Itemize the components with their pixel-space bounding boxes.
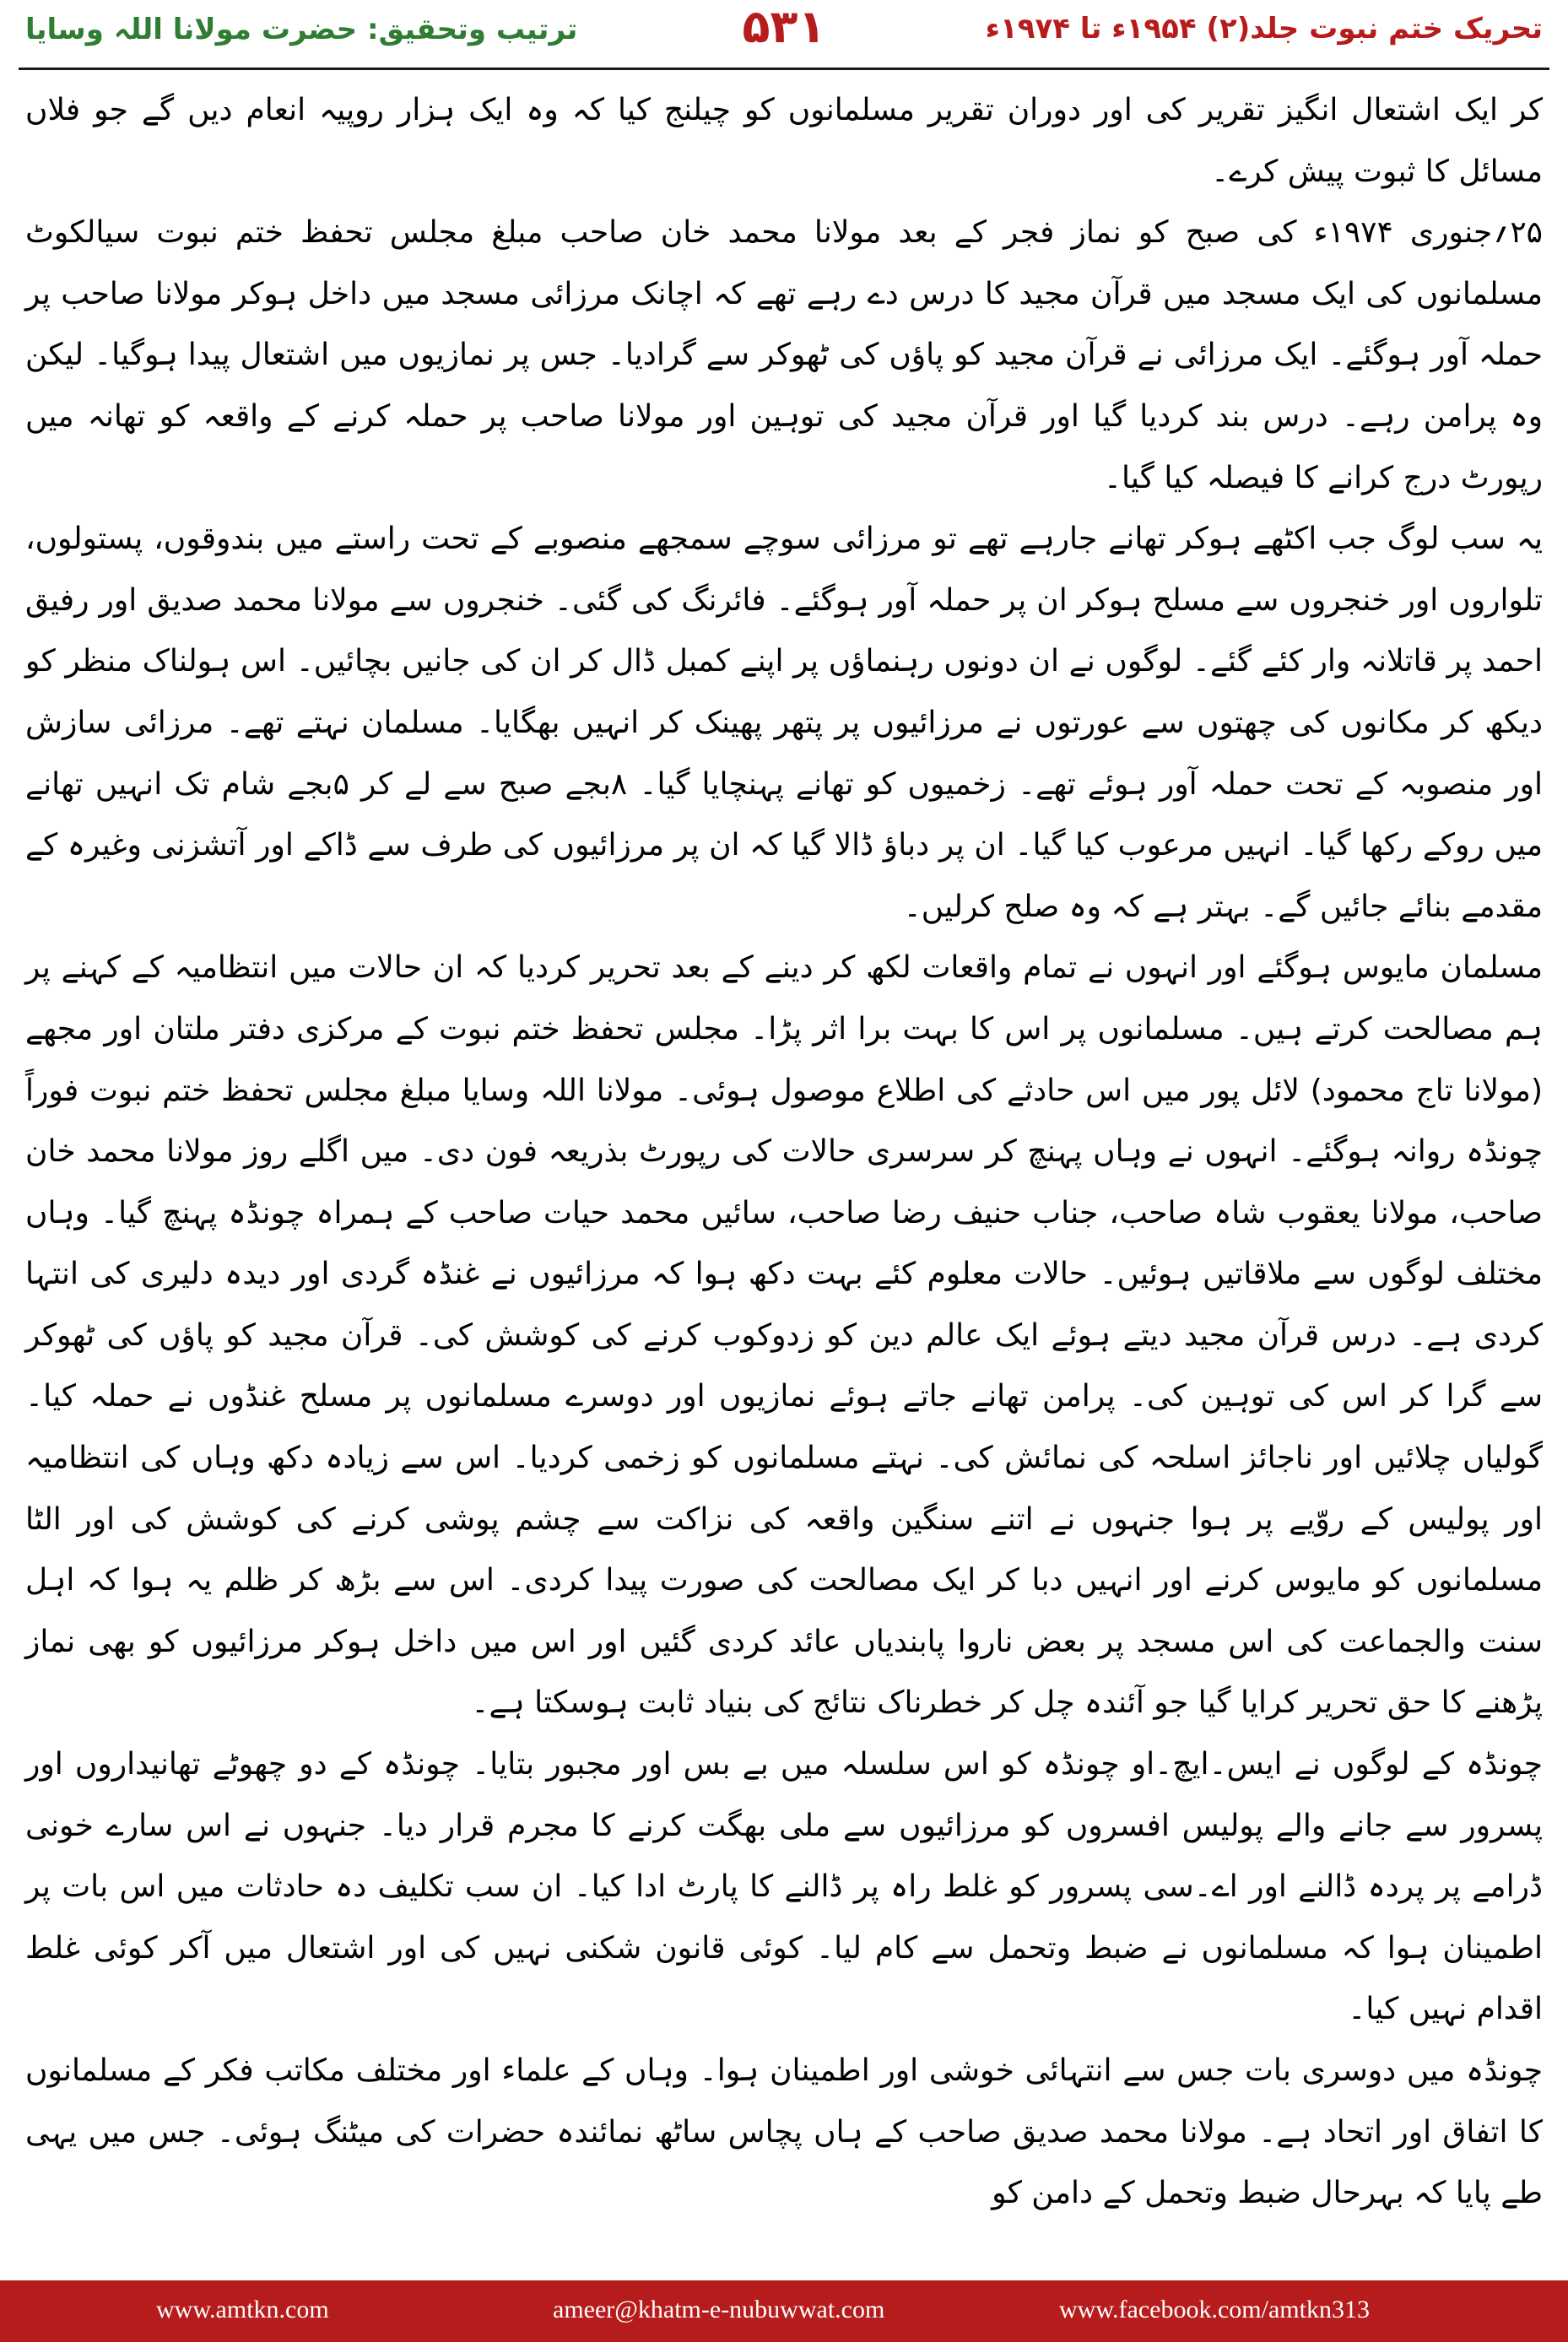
header-divider — [19, 68, 1549, 70]
page-body — [25, 80, 1543, 2258]
page-footer — [0, 2280, 1568, 2342]
paragraph: چونڈہ میں دوسری بات جس سے انتہائی خوشی اور اطمینان ہوا۔ وہاں کے علماء اور مختلف مکاتب فکر کے مسلمانوں کا اتفاق اور اتحاد ہے۔ مولانا محمد صدیق صاحب کے ہاں پچاس ساٹھ نمائندہ حضرات کی میٹنگ ہوئی۔ جس میں یہی طے پایا کہ بہرحال ضبط وتحمل کے دامن کو — [25, 2053, 1543, 2211]
paragraph: چونڈہ کے لوگوں نے ایس۔ایچ۔او چونڈہ کو اس سلسلہ میں بے بس اور مجبور بتایا۔ چونڈہ کے دو چھوٹے تھانیداروں اور پسرور سے جانے والے پولیس افسروں کو مرزائیوں سے ملی بھگت کرنے کا مجرم قرار دیا۔ جنہوں نے اس سارے خونی ڈرامے پر پردہ ڈالنے اور اے۔سی پسرور کو غلط راہ پر ڈالنے کا پارٹ ادا کیا۔ ان سب تکلیف دہ حادثات میں اس بات پر اطمینان ہوا کہ مسلمانوں نے ضبط وتحمل سے کام لیا۔ کوئی قانون شکنی نہیں کی اور اشتعال میں آکر کوئی غلط اقدام نہیں کیا۔ — [25, 1747, 1543, 2027]
paragraph: مسلمان مایوس ہوگئے اور انہوں نے تمام واقعات لکھ کر دینے کے بعد تحریر کردیا کہ ان حالات میں انتظامیہ کے کہنے پر ہم مصالحت کرتے ہیں۔ مسلمانوں پر اس کا بہت برا اثر پڑا۔ مجلس تحفظ ختم نبوت کے مرکزی دفتر ملتان اور مجھے (مولانا تاج محمود) لائل پور میں اس حادثے کی اطلاع موصول ہوئی۔ مولانا اللہ وسایا مبلغ مجلس تحفظ ختم نبوت فوراً چونڈہ روانہ ہوگئے۔ انہوں نے وہاں پہنچ کر سرسری حالات کی رپورٹ بذریعہ فون دی۔ میں اگلے روز مولانا محمد خان صاحب، مولانا یعقوب شاہ صاحب، جناب حنیف رضا صاحب، سائیں محمد حیات صاحب کے ہمراہ چونڈہ پہنچ گیا۔ وہاں مختلف لوگوں سے ملاقاتیں ہوئیں۔ حالات معلوم کئے بہت دکھ ہوا کہ مرزائیوں نے غنڈہ گردی اور دیدہ دلیری کی انتہا کردی ہے۔ درس قرآن مجید دیتے ہوئے ایک عالم دین کو زدوکوب کرنے کی کوشش کی۔ قرآن مجید کو پاؤں کی ٹھوکر سے گرا کر اس کی توہین کی۔ پرامن تھانے جاتے ہوئے نمازیوں اور دوسرے مسلمانوں پر مسلح غنڈوں نے حملہ کیا۔ گولیاں چلائیں اور ناجائز اسلحہ کی نمائش کی۔ نہتے مسلمانوں کو زخمی کردیا۔ اس سے زیادہ دکھ وہاں کی انتظامیہ اور پولیس کے روّیے پر ہوا جنہوں نے اتنے سنگین واقعہ کی نزاکت سے چشم پوشی کرنے کی کوشش کی اور الٹا مسلمانوں کو مایوس کرنے اور انہیں دبا کر ایک مصالحت کی صورت پیدا کردی۔ اس سے بڑھ کر ظلم یہ ہوا کہ اہل سنت والجماعت کی اس مسجد پر بعض ناروا پابندیاں عائد کردی گئیں اور اس میں داخل ہوکر مرزائیوں کو بھی نماز پڑھنے کا حق تحریر کرایا گیا جو آئندہ چل کر خطرناک نتائج کی بنیاد ثابت ہوسکتا ہے۔ — [25, 950, 1543, 1721]
paragraph: یہ سب لوگ جب اکٹھے ہوکر تھانے جارہے تھے تو مرزائی سوچے سمجھے منصوبے کے تحت راستے میں بندوقوں، پستولوں، تلواروں اور خنجروں سے مسلح ہوکر ان پر حملہ آور ہوگئے۔ فائرنگ کی گئی۔ خنجروں سے مولانا محمد صدیق اور رفیق احمد پر قاتلانہ وار کئے گئے۔ لوگوں نے ان دونوں رہنماؤں پر اپنے کمبل ڈال کر ان کی جانیں بچائیں۔ اس ہولناک منظر کو دیکھ کر مکانوں کی چھتوں سے عورتوں نے مرزائیوں پر پتھر پھینک کر انہیں بھگایا۔ مسلمان نہتے تھے۔ مرزائی سازش اور منصوبہ کے تحت حملہ آور ہوئے تھے۔ زخمیوں کو تھانے پہنچایا گیا۔ ۸بجے صبح سے لے کر ۵بجے شام تک انہیں تھانے میں روکے رکھا گیا۔ انہیں مرعوب کیا گیا۔ ان پر دباؤ ڈالا گیا کہ ان پر مرزائیوں کی طرف سے ڈاکے اور آتشزنی وغیرہ کے مقدمے بنائے جائیں گے۔ بہتر ہے کہ وہ صلح کرلیں۔ — [25, 522, 1544, 924]
paragraph: ۲۵؍جنوری ۱۹۷۴ء کی صبح کو نماز فجر کے بعد مولانا محمد خان صاحب مبلغ مجلس تحفظ ختم نبوت سیالکوٹ مسلمانوں کی ایک مسجد میں قرآن مجید کا درس دے رہے تھے کہ اچانک مرزائی مسجد میں داخل ہوکر مولانا صاحب پر حملہ آور ہوگئے۔ ایک مرزائی نے قرآن مجید کو پاؤں کی ٹھوکر سے گرادیا۔ جس پر نمازیوں میں اشتعال پیدا ہوگیا۔ لیکن وہ پرامن رہے۔ درس بند کردیا گیا اور قرآن مجید کی توہین اور مولانا صاحب پر حملہ کرنے کے واقعہ کو تھانہ میں رپورٹ درج کرانے کا فیصلہ کیا گیا۔ — [25, 215, 1543, 495]
compiler-credit: ترتیب وتحقیق: حضرت مولانا اللہ وسایا — [25, 13, 578, 46]
email-link[interactable]: ameer@khatm-e-nubuwwat.com — [553, 2296, 885, 2323]
book-title: تحریک ختم نبوت جلد(۲) ۱۹۵۴ء تا ۱۹۷۴ء — [985, 12, 1543, 46]
page-number: ۵۳۱ — [742, 0, 826, 53]
paragraph: کر ایک اشتعال انگیز تقریر کی اور دوران تقریر مسلمانوں کو چیلنج کیا کہ وہ ایک ہزار روپیہ انعام دیں گے جو فلاں مسائل کا ثبوت پیش کرے۔ — [25, 93, 1543, 189]
website-link[interactable]: www.amtkn.com — [156, 2296, 329, 2323]
page-header — [0, 0, 1568, 63]
facebook-link[interactable]: www.facebook.com/amtkn313 — [1059, 2296, 1370, 2323]
